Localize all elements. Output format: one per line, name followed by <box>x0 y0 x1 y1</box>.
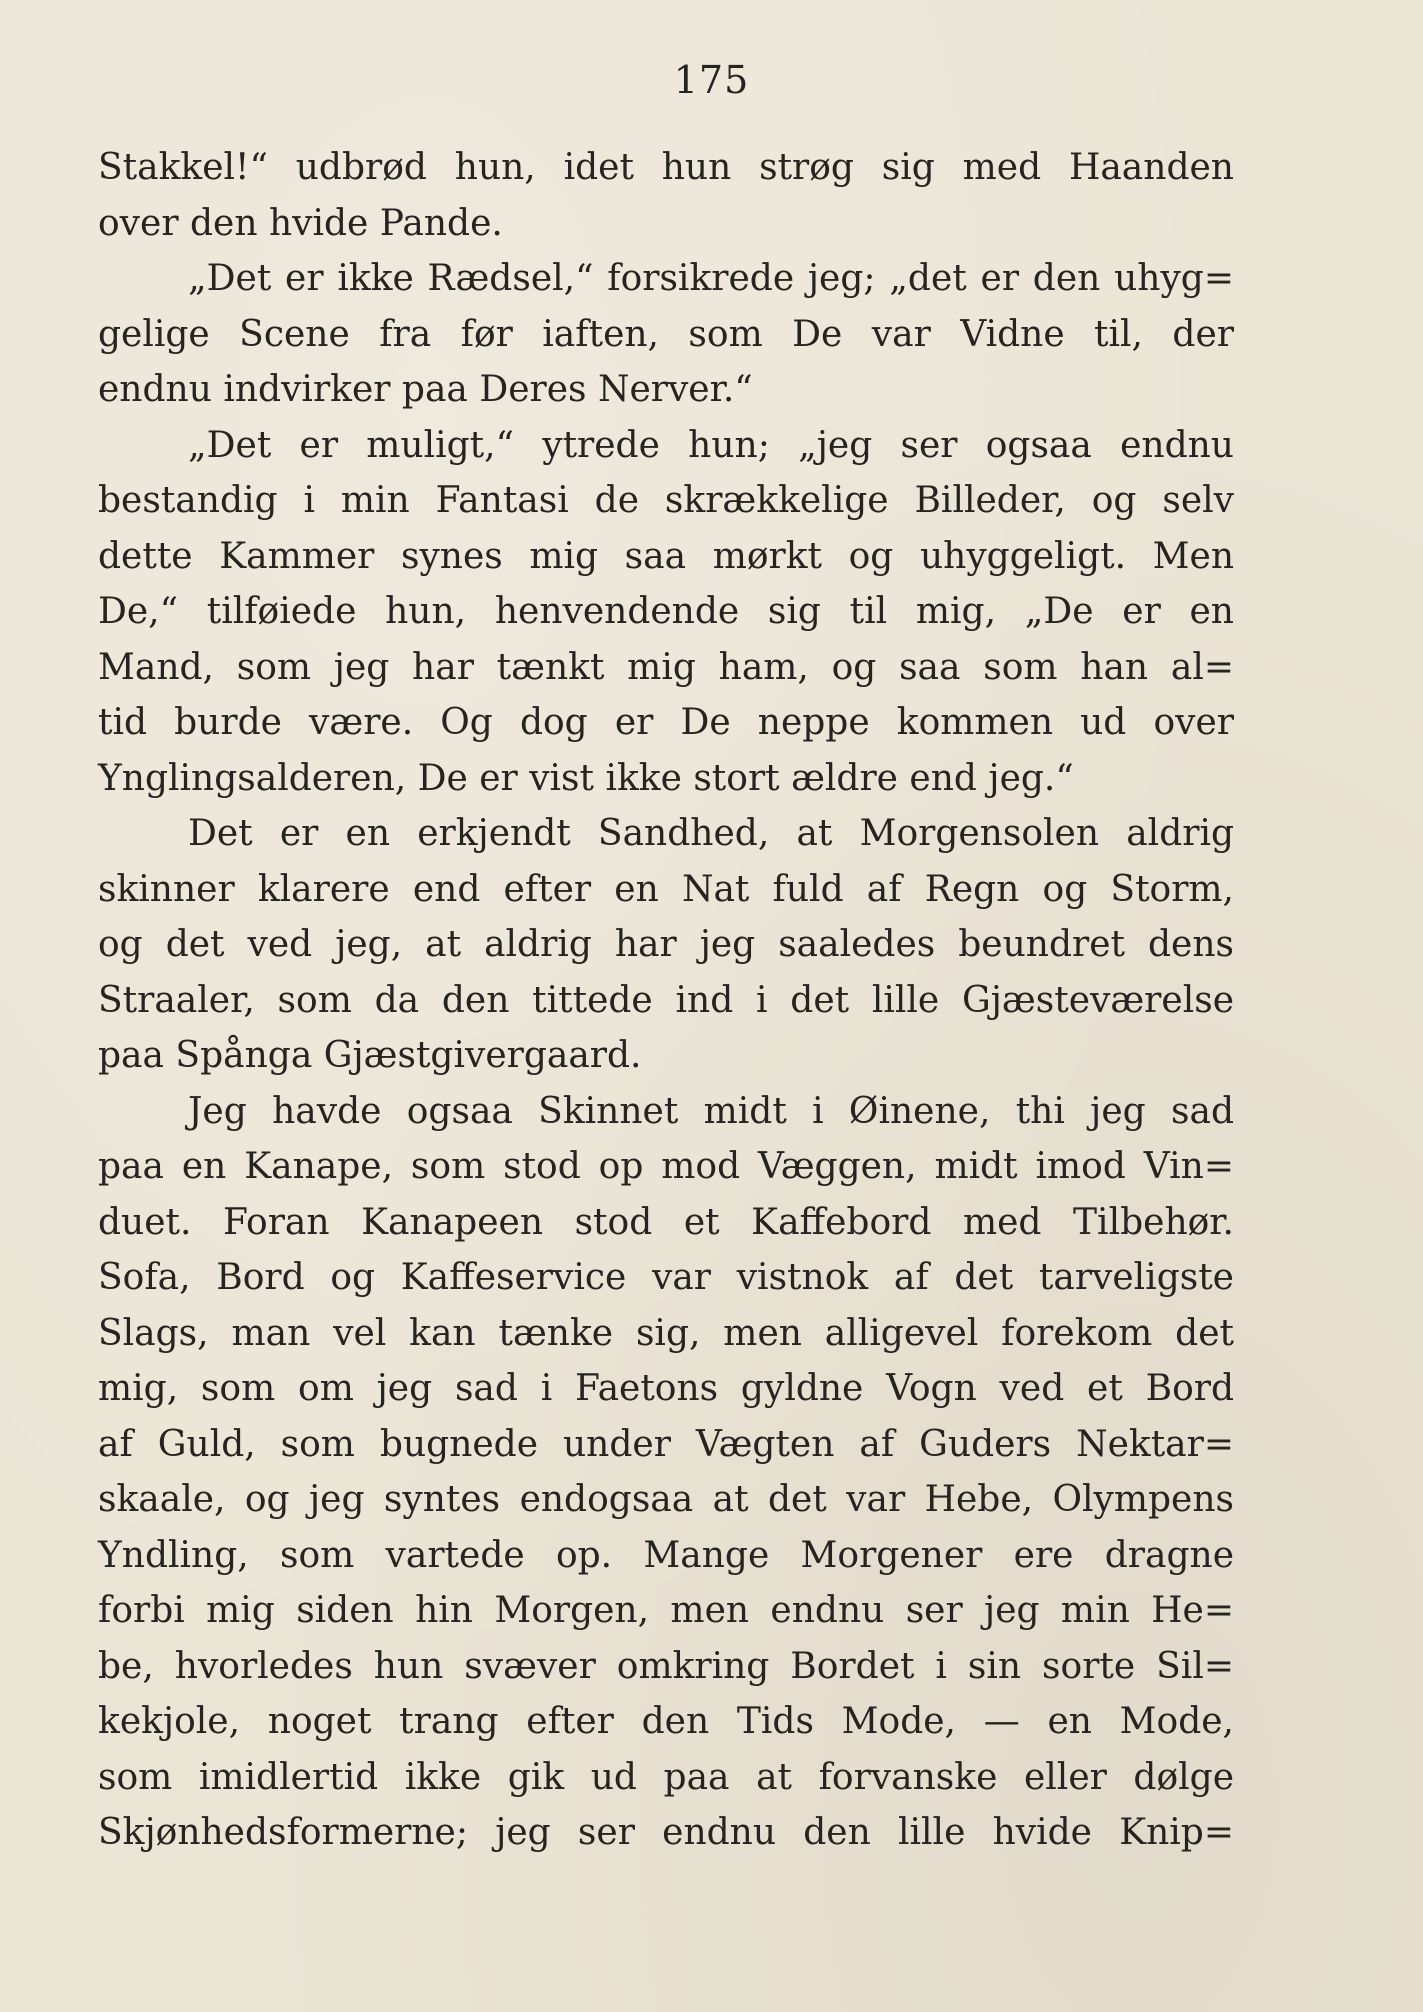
text-line: duet. Foran Kanapeen stod et Kaffebord med Tilbehør. <box>98 1201 1234 1243</box>
text-line: Ynglingsalderen, De er vist ikke stort ældre end jeg.“ <box>98 757 1074 799</box>
text-line: paa en Kanape, som stod op mod Væggen, midt imod Vin= <box>98 1146 1234 1187</box>
text-line: Skjønhedsformerne; jeg ser endnu den lille hvide Knip= <box>98 1812 1234 1853</box>
text-line: gelige Scene fra før iaften, som De var Vidne til, der <box>98 313 1234 355</box>
text-line: Jeg havde ogsaa Skinnet midt i Øinene, thi jeg sad <box>188 1090 1234 1132</box>
text-line: Mand, som jeg har tænkt mig ham, og saa som han al= <box>98 646 1234 688</box>
text-line: Sofa, Bord og Kaffeservice var vistnok af det tarveligste <box>98 1257 1234 1298</box>
text-line: De,“ tilføiede hun, henvendende sig til mig, „De er en <box>98 591 1234 632</box>
text-line: Yndling, som vartede op. Mange Morgener ere dragne <box>98 1534 1234 1576</box>
text-line: bestandig i min Fantasi de skrækkelige Billeder, og selv <box>98 480 1234 521</box>
text-line: skaale, og jeg syntes endogsaa at det var Hebe, Olympens <box>98 1479 1234 1520</box>
text-line: Slags, man vel kan tænke sig, men alligevel forekom det <box>98 1312 1234 1354</box>
text-line: Straaler, som da den tittede ind i det lille Gjæsteværelse <box>98 979 1234 1021</box>
text-line: over den hvide Pande. <box>98 202 503 244</box>
text-line: Stakkel!“ udbrød hun, idet hun strøg sig med Haanden <box>98 147 1234 188</box>
text-line: „Det er muligt,“ ytrede hun; „jeg ser ogsaa endnu <box>188 424 1234 466</box>
page-number: 175 <box>673 58 750 102</box>
text-line: og det ved jeg, at aldrig har jeg saaledes beundret dens <box>98 924 1234 965</box>
text-line: kekjole, noget trang efter den Tids Mode, — en Mode, <box>98 1701 1234 1742</box>
text-line: paa Spånga Gjæstgivergaard. <box>98 1035 642 1076</box>
text-line: som imidlertid ikke gik ud paa at forvanske eller dølge <box>98 1756 1234 1798</box>
text-line: skinner klarere end efter en Nat fuld af Regn og Storm, <box>98 868 1234 910</box>
text-line: dette Kammer synes mig saa mørkt og uhyggeligt. Men <box>98 535 1234 577</box>
text-line: mig, som om jeg sad i Faetons gyldne Vogn ved et Bord <box>98 1368 1234 1409</box>
text-line: endnu indvirker paa Deres Nerver.“ <box>98 369 753 410</box>
body-text <box>98 140 1234 1861</box>
text-line: „Det er ikke Rædsel,“ forsikrede jeg; „det er den uhyg= <box>188 258 1234 299</box>
text-line: af Guld, som bugnede under Vægten af Guders Nektar= <box>98 1423 1234 1465</box>
text-line: tid burde være. Og dog er De neppe kommen ud over <box>98 702 1234 743</box>
text-line: be, hvorledes hun svæver omkring Bordet i sin sorte Sil= <box>98 1645 1234 1687</box>
text-line: Det er en erkjendt Sandhed, at Morgensolen aldrig <box>188 813 1234 854</box>
text-line: forbi mig siden hin Morgen, men endnu ser jeg min He= <box>98 1590 1234 1631</box>
